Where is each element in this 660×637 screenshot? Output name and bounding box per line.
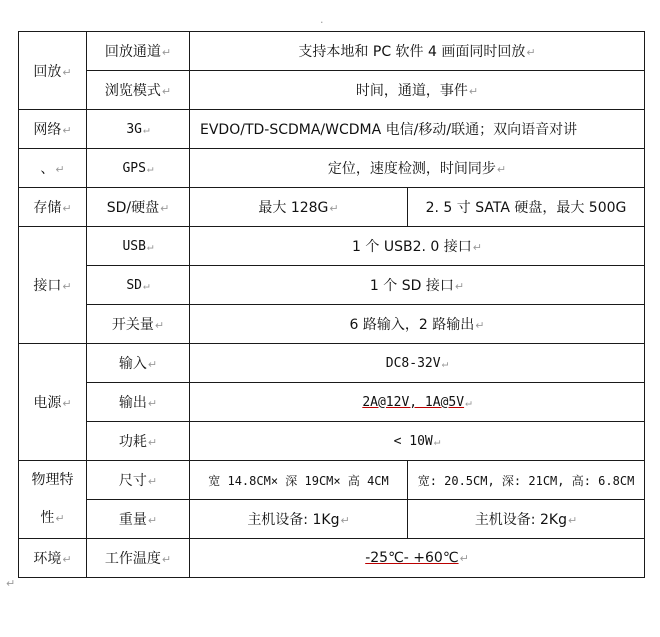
value-consumption: < 10W↵ bbox=[190, 422, 645, 461]
category-playback: 回放↵ bbox=[19, 32, 87, 110]
value-gps: 定位，速度检测，时间同步↵ bbox=[190, 149, 645, 188]
value-playback-channel: 支持本地和 PC 软件 4 画面同时回放↵ bbox=[190, 32, 645, 71]
category-network: 网络↵ bbox=[19, 110, 87, 149]
value-browse-mode: 时间，通道，事件↵ bbox=[190, 71, 645, 110]
item-size: 尺寸↵ bbox=[87, 461, 190, 500]
item-gps: GPS↵ bbox=[87, 149, 190, 188]
value-sd: 1 个 SD 接口↵ bbox=[190, 266, 645, 305]
value-usb: 1 个 USB2. 0 接口↵ bbox=[190, 227, 645, 266]
table-row bbox=[19, 461, 645, 500]
value-switch: 6 路输入，2 路输出↵ bbox=[190, 305, 645, 344]
value-size-1: 宽 14.8CM× 深 19CM× 高 4CM bbox=[190, 461, 408, 500]
value-weight-1: 主机设备: 1Kg↵ bbox=[190, 500, 408, 539]
value-input: DC8-32V↵ bbox=[190, 344, 645, 383]
table-row bbox=[19, 539, 645, 578]
spec-table bbox=[18, 31, 645, 578]
item-browse-mode: 浏览模式↵ bbox=[87, 71, 190, 110]
table-row bbox=[19, 32, 645, 71]
table-row bbox=[19, 149, 645, 188]
value-size-2: 宽: 20.5CM, 深: 21CM, 高: 6.8CM bbox=[408, 461, 645, 500]
item-temperature: 工作温度↵ bbox=[87, 539, 190, 578]
category-physical: 物理特 性↵ bbox=[19, 461, 87, 539]
table-row bbox=[19, 188, 645, 227]
item-storage: SD/硬盘↵ bbox=[87, 188, 190, 227]
table-row bbox=[19, 383, 645, 422]
item-input: 输入↵ bbox=[87, 344, 190, 383]
category-interface: 接口↵ bbox=[19, 227, 87, 344]
value-weight-2: 主机设备: 2Kg↵ bbox=[408, 500, 645, 539]
item-3g: 3G↵ bbox=[87, 110, 190, 149]
item-sd: SD↵ bbox=[87, 266, 190, 305]
item-playback-channel: 回放通道↵ bbox=[87, 32, 190, 71]
table-row bbox=[19, 71, 645, 110]
item-output: 输出↵ bbox=[87, 383, 190, 422]
value-storage-hdd: 2. 5 寸 SATA 硬盘，最大 500G bbox=[408, 188, 645, 227]
value-3g: EVDO/TD-SCDMA/WCDMA 电信/移动/联通；双向语音对讲 bbox=[190, 110, 645, 149]
table-row bbox=[19, 344, 645, 383]
bottom-mark: ↵ bbox=[6, 577, 16, 590]
table-row bbox=[19, 266, 645, 305]
table-row bbox=[19, 500, 645, 539]
category-environment: 环境↵ bbox=[19, 539, 87, 578]
top-mark: . bbox=[320, 13, 324, 26]
item-switch: 开关量↵ bbox=[87, 305, 190, 344]
item-weight: 重量↵ bbox=[87, 500, 190, 539]
table-row bbox=[19, 305, 645, 344]
category-storage: 存储↵ bbox=[19, 188, 87, 227]
item-usb: USB↵ bbox=[87, 227, 190, 266]
table-row bbox=[19, 227, 645, 266]
table-row bbox=[19, 110, 645, 149]
value-output: 2A@12V, 1A@5V↵ bbox=[190, 383, 645, 422]
category-power: 电源↵ bbox=[19, 344, 87, 461]
value-temperature: -25℃- +60℃↵ bbox=[190, 539, 645, 578]
category-gps: 、↵ bbox=[19, 149, 87, 188]
table-row bbox=[19, 422, 645, 461]
item-consumption: 功耗↵ bbox=[87, 422, 190, 461]
value-storage-sd: 最大 128G↵ bbox=[190, 188, 408, 227]
